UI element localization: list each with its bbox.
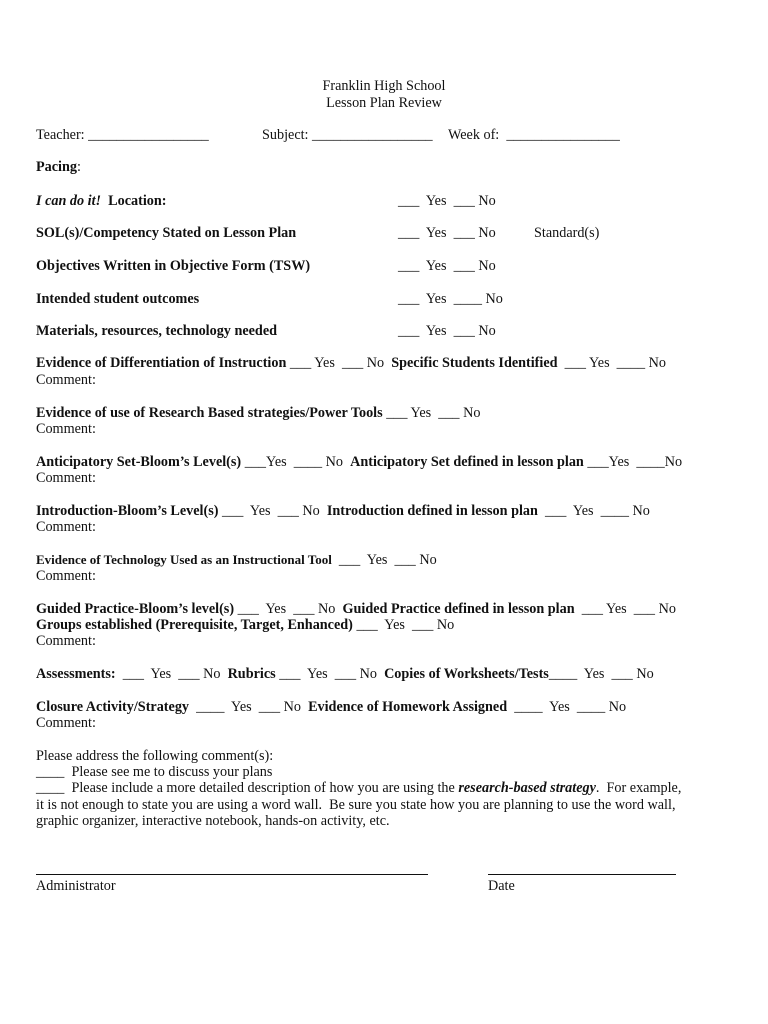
outcomes-label: Intended student outcomes bbox=[36, 291, 200, 307]
administrator-label: Administrator bbox=[36, 878, 116, 894]
differentiation-row: Evidence of Differentiation of Instruction ___ Yes ___ No Specific Students Identified ___ Yes ____ No bbox=[36, 355, 666, 371]
teacher-field: Teacher: _________________ bbox=[36, 127, 209, 143]
research-row: Evidence of use of Research Based strategies/Power Tools ___ Yes ___ No bbox=[36, 405, 481, 421]
date-signature-line bbox=[488, 874, 676, 875]
assessments-row: Assessments: ___ Yes ___ No Rubrics ___ Yes ___ No Copies of Worksheets/Tests____ Yes ___ No bbox=[36, 666, 654, 682]
pacing-label: Pacing: bbox=[36, 159, 81, 175]
icando-check: ___ Yes ___ No bbox=[398, 193, 496, 209]
introduction-row: Introduction-Bloom’s Level(s) ___ Yes ___ No Introduction defined in lesson plan ___ Yes ____ No bbox=[36, 503, 650, 519]
icando-label: I can do it! Location: bbox=[36, 193, 167, 209]
materials-label: Materials, resources, technology needed bbox=[36, 323, 278, 339]
anticipatory-row: Anticipatory Set-Bloom’s Level(s) ___Yes ____ No Anticipatory Set defined in lesson plan ___Yes ____No bbox=[36, 454, 683, 470]
objectives-check: ___ Yes ___ No bbox=[398, 258, 496, 274]
guided-row: Guided Practice-Bloom’s level(s) ___ Yes ___ No Guided Practice defined in lesson plan ___ Yes ___ No bbox=[36, 601, 676, 617]
introduction-comment: Comment: bbox=[36, 519, 96, 535]
technology-row: Evidence of Technology Used as an Instructional Tool ___ Yes ___ No bbox=[36, 552, 437, 568]
week-field: Week of: ________________ bbox=[448, 127, 620, 143]
subject-field: Subject: _________________ bbox=[262, 127, 433, 143]
technology-comment: Comment: bbox=[36, 568, 96, 584]
materials-check: ___ Yes ___ No bbox=[398, 323, 496, 339]
outcomes-check: ___ Yes ____ No bbox=[398, 291, 503, 307]
research-comment: Comment: bbox=[36, 421, 96, 437]
anticipatory-comment: Comment: bbox=[36, 470, 96, 486]
standards-label: Standard(s) bbox=[534, 225, 600, 241]
comment-option-1: ____ Please see me to discuss your plans bbox=[36, 764, 273, 780]
objectives-label: Objectives Written in Objective Form (TSW) bbox=[36, 258, 311, 274]
closure-comment: Comment: bbox=[36, 715, 96, 731]
comment-option-2-line3: graphic organizer, interactive notebook, hands-on activity, etc. bbox=[36, 813, 390, 829]
form-title: Lesson Plan Review bbox=[326, 95, 442, 111]
comment-option-2-line2: it is not enough to state you are using a word wall. Be sure you state how you are planning to use the word wall, bbox=[36, 797, 676, 813]
sol-check: ___ Yes ___ No bbox=[398, 225, 496, 241]
groups-row: Groups established (Prerequisite, Target, Enhanced) ___ Yes ___ No bbox=[36, 617, 455, 633]
comments-intro: Please address the following comment(s): bbox=[36, 748, 274, 764]
comment-option-2: ____ Please include a more detailed description of how you are using the research-based strategy. For example, bbox=[36, 780, 682, 796]
administrator-signature-line bbox=[36, 874, 428, 875]
differentiation-comment: Comment: bbox=[36, 372, 96, 388]
guided-comment: Comment: bbox=[36, 633, 96, 649]
closure-row: Closure Activity/Strategy ____ Yes ___ No Evidence of Homework Assigned ____ Yes ____ No bbox=[36, 699, 627, 715]
sol-label: SOL(s)/Competency Stated on Lesson Plan bbox=[36, 225, 297, 241]
date-label: Date bbox=[488, 878, 515, 894]
school-name: Franklin High School bbox=[322, 78, 446, 94]
